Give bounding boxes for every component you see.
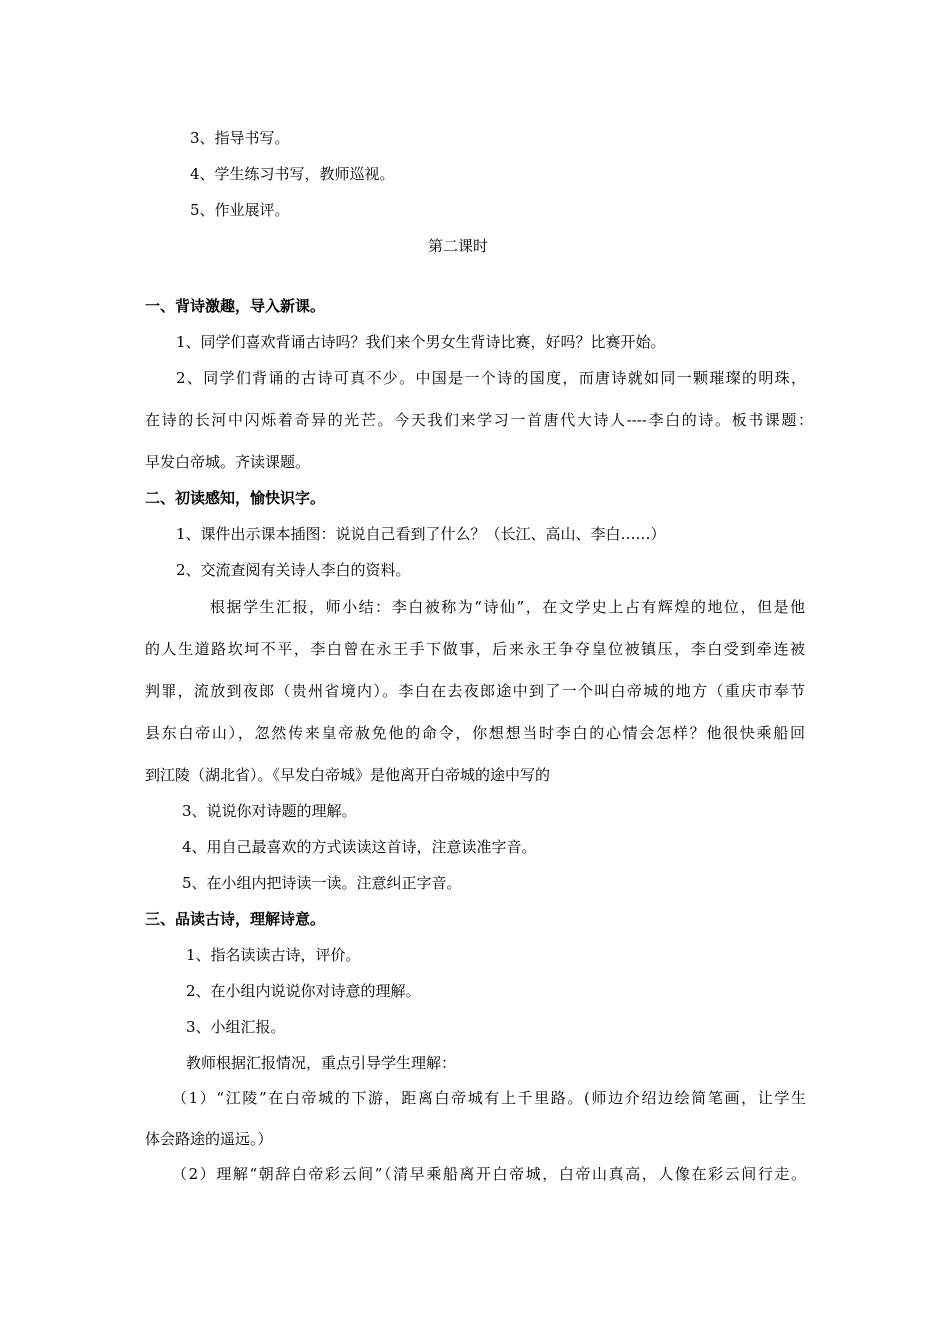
paragraph-line: 1、同学们喜欢背诵古诗吗？我们来个男女生背诗比赛，好吗？比赛开始。 [176, 333, 666, 351]
section-heading-1: 一、背诗激趣，导入新课。 [145, 297, 326, 315]
paragraph-line: 2、在小组内说说你对诗意的理解。 [186, 982, 421, 1000]
paragraph-line: 1、课件出示课本插图：说说自己看到了什么？（长江、高山、李白……） [176, 525, 666, 543]
paragraph-line: 到江陵（湖北省）。《早发白帝城》是他离开白帝城的途中写的 [145, 766, 551, 784]
paragraph-line: 早发白帝城。齐读课题。 [145, 453, 311, 471]
step-3-line: 3、指导书写。 [190, 129, 290, 147]
paragraph-line: （2）理解“朝辞白帝彩云间”（清早乘船离开白帝城，白帝山真高，人像在彩云间行走。 [172, 1165, 806, 1183]
paragraph-line: 3、小组汇报。 [186, 1018, 286, 1036]
paragraph-line: 根据学生汇报，师小结：李白被称为“诗仙”，在文学史上占有辉煌的地位，但是他 [210, 598, 805, 616]
paragraph-line: 3、说说你对诗题的理解。 [182, 802, 357, 820]
paragraph-line: 5、在小组内把诗读一读。注意纠正字音。 [182, 874, 462, 892]
paragraph-line: 的人生道路坎坷不平，李白曾在永王手下做事，后来永王争夺皇位被镇压，李白受到牵连被 [145, 640, 805, 658]
paragraph-line: 1、指名读读古诗，评价。 [186, 946, 361, 964]
paragraph-line: 在诗的长河中闪烁着奇异的光芒。今天我们来学习一首唐代大诗人----李白的诗。板书课题： [145, 411, 813, 429]
section-heading-2: 二、初读感知，愉快识字。 [145, 489, 326, 507]
section-heading-3: 三、品读古诗，理解诗意。 [145, 910, 326, 928]
paragraph-line: 县东白帝山），忽然传来皇帝赦免他的命令，你想想当时李白的心情会怎样？他很快乘船回 [145, 724, 805, 742]
step-5-line: 5、作业展评。 [190, 201, 290, 219]
lesson-title: 第二课时 [428, 237, 489, 255]
paragraph-line: 2、交流查阅有关诗人李白的资料。 [176, 561, 411, 579]
paragraph-line: 体会路途的遥远。） [145, 1130, 273, 1148]
paragraph-line: （1）“江陵”在白帝城的下游，距离白帝城有上千里路。(师边介绍边绘简笔画，让学生 [172, 1089, 806, 1107]
paragraph-line: 2、同学们背诵的古诗可真不少。中国是一个诗的国度，而唐诗就如同一颗璀璨的明珠， [176, 369, 806, 387]
paragraph-line: 教师根据汇报情况，重点引导学生理解： [186, 1054, 457, 1072]
paragraph-line: 判罪，流放到夜郎（贵州省境内）。李白在去夜郎途中到了一个叫白帝城的地方（重庆市奉节 [145, 682, 805, 700]
paragraph-line: 4、用自己最喜欢的方式读读这首诗，注意读准字音。 [182, 838, 537, 856]
step-4-line: 4、学生练习书写，教师巡视。 [190, 165, 395, 183]
